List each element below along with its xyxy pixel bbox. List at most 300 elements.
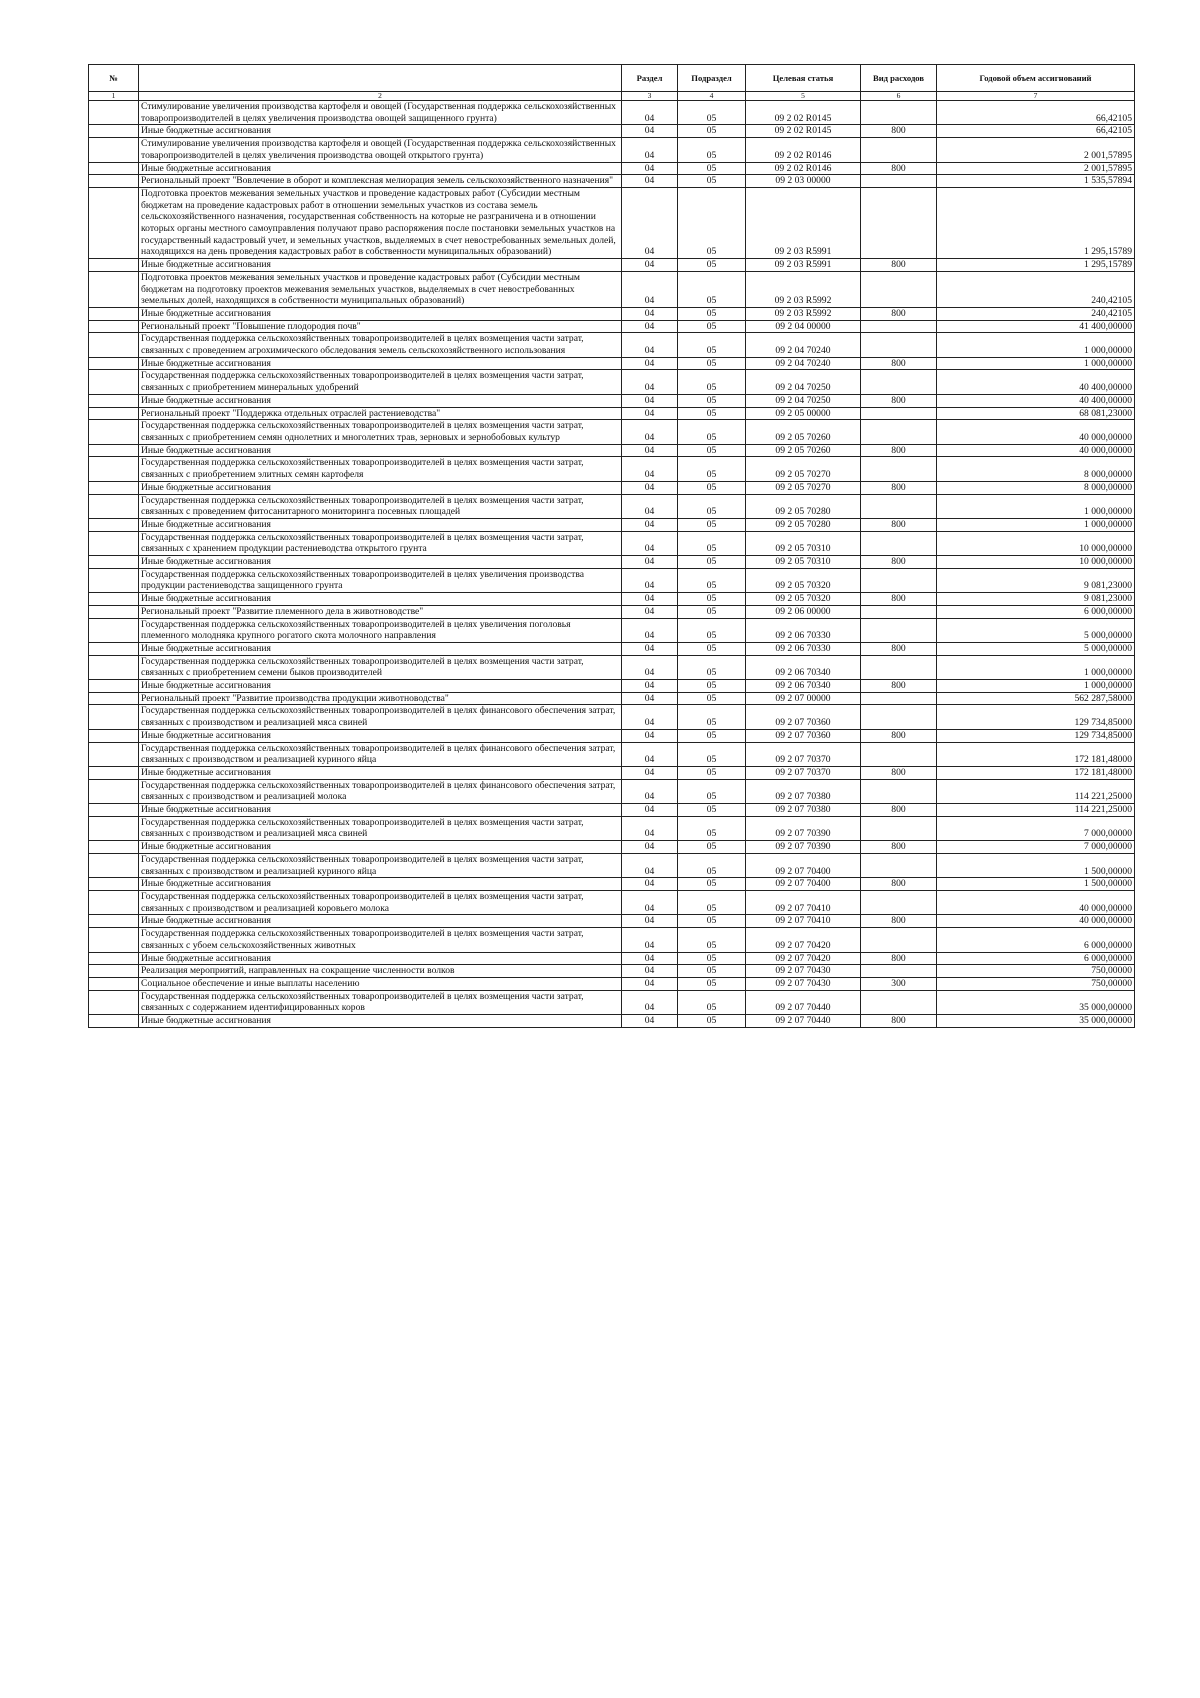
podrazdel-cell: 05	[678, 531, 746, 555]
expense-type-cell: 800	[861, 729, 937, 742]
target-article-cell: 09 2 05 70320	[746, 568, 861, 592]
table-row	[89, 705, 1135, 729]
expense-type-cell	[861, 271, 937, 307]
razdel-cell: 04	[622, 766, 678, 779]
razdel-cell: 04	[622, 1015, 678, 1028]
amount-cell: 66,42105	[937, 101, 1135, 125]
razdel-cell: 04	[622, 518, 678, 531]
podrazdel-cell: 05	[678, 271, 746, 307]
amount-cell: 114 221,25000	[937, 779, 1135, 803]
name-cell: Иные бюджетные ассигнования	[139, 444, 622, 457]
name-cell: Государственная поддержка сельскохозяйственных товаропроизводителей в целях возмещения части затрат, связанных с производством и реализацией коровьего молока	[139, 891, 622, 915]
razdel-cell: 04	[622, 407, 678, 420]
razdel-cell: 04	[622, 271, 678, 307]
podrazdel-cell: 05	[678, 125, 746, 138]
amount-cell: 41 400,00000	[937, 320, 1135, 333]
razdel-cell: 04	[622, 531, 678, 555]
table-row	[89, 444, 1135, 457]
razdel-cell: 04	[622, 125, 678, 138]
table-row	[89, 568, 1135, 592]
amount-cell: 40 000,00000	[937, 915, 1135, 928]
podrazdel-cell: 05	[678, 766, 746, 779]
amount-cell: 1 000,00000	[937, 357, 1135, 370]
podrazdel-cell: 05	[678, 259, 746, 272]
podrazdel-cell: 05	[678, 705, 746, 729]
name-cell: Региональный проект "Развитие племенного дела в животноводстве"	[139, 605, 622, 618]
podrazdel-cell: 05	[678, 655, 746, 679]
name-cell: Реализация мероприятий, направленных на сокращение численности волков	[139, 965, 622, 978]
target-article-cell: 09 2 06 70330	[746, 618, 861, 642]
name-cell: Иные бюджетные ассигнования	[139, 125, 622, 138]
podrazdel-cell: 05	[678, 320, 746, 333]
podrazdel-cell: 05	[678, 618, 746, 642]
table-row	[89, 138, 1135, 162]
target-article-cell: 09 2 04 70250	[746, 370, 861, 394]
row-number-cell	[89, 187, 139, 258]
name-cell: Социальное обеспечение и иные выплаты населению	[139, 977, 622, 990]
name-cell: Государственная поддержка сельскохозяйственных товаропроизводителей в целях возмещения части затрат, связанных с производством и реализацией куриного яйца	[139, 853, 622, 877]
amount-cell: 10 000,00000	[937, 556, 1135, 569]
razdel-cell: 04	[622, 618, 678, 642]
row-number-cell	[89, 531, 139, 555]
name-cell: Государственная поддержка сельскохозяйственных товаропроизводителей в целях возмещения части затрат, связанных с приобретением семени быков производителей	[139, 655, 622, 679]
target-article-cell: 09 2 06 70330	[746, 642, 861, 655]
expense-type-cell: 800	[861, 915, 937, 928]
amount-cell: 7 000,00000	[937, 816, 1135, 840]
budget-table	[88, 64, 1135, 1028]
table-row	[89, 965, 1135, 978]
header-annual-amount: Годовой объем ассигнований	[937, 65, 1135, 92]
amount-cell: 40 400,00000	[937, 394, 1135, 407]
podrazdel-cell: 05	[678, 853, 746, 877]
podrazdel-cell: 05	[678, 407, 746, 420]
row-number-cell	[89, 259, 139, 272]
column-number: 7	[937, 92, 1135, 101]
name-cell: Государственная поддержка сельскохозяйственных товаропроизводителей в целях возмещения части затрат, связанных с проведением агрохимического обследования земель сельскохозяйственного использования	[139, 333, 622, 357]
name-cell: Региональный проект "Поддержка отдельных отраслей растениеводства"	[139, 407, 622, 420]
target-article-cell: 09 2 02 R0145	[746, 125, 861, 138]
name-cell: Государственная поддержка сельскохозяйственных товаропроизводителей в целях финансового обеспечения затрат, связанных с производством и реализацией куриного яйца	[139, 742, 622, 766]
razdel-cell: 04	[622, 444, 678, 457]
amount-cell: 68 081,23000	[937, 407, 1135, 420]
row-number-cell	[89, 680, 139, 693]
table-row	[89, 101, 1135, 125]
razdel-cell: 04	[622, 333, 678, 357]
column-number: 2	[139, 92, 622, 101]
amount-cell: 9 081,23000	[937, 593, 1135, 606]
expense-type-cell	[861, 494, 937, 518]
row-number-cell	[89, 742, 139, 766]
table-row	[89, 420, 1135, 444]
amount-cell: 40 000,00000	[937, 891, 1135, 915]
expense-type-cell	[861, 568, 937, 592]
razdel-cell: 04	[622, 655, 678, 679]
table-row	[89, 642, 1135, 655]
amount-cell: 240,42105	[937, 271, 1135, 307]
razdel-cell: 04	[622, 952, 678, 965]
table-row	[89, 692, 1135, 705]
target-article-cell: 09 2 07 70410	[746, 891, 861, 915]
name-cell: Государственная поддержка сельскохозяйственных товаропроизводителей в целях увеличения поголовья племенного молодняка крупного рогатого скота молочного направления	[139, 618, 622, 642]
name-cell: Иные бюджетные ассигнования	[139, 915, 622, 928]
header-razdel: Раздел	[622, 65, 678, 92]
expense-type-cell	[861, 853, 937, 877]
amount-cell: 7 000,00000	[937, 841, 1135, 854]
table-row	[89, 370, 1135, 394]
table-row	[89, 518, 1135, 531]
name-cell: Иные бюджетные ассигнования	[139, 259, 622, 272]
row-number-cell	[89, 928, 139, 952]
razdel-cell: 04	[622, 928, 678, 952]
row-number-cell	[89, 977, 139, 990]
row-number-cell	[89, 444, 139, 457]
razdel-cell: 04	[622, 420, 678, 444]
razdel-cell: 04	[622, 187, 678, 258]
table-row	[89, 618, 1135, 642]
target-article-cell: 09 2 06 70340	[746, 655, 861, 679]
podrazdel-cell: 05	[678, 494, 746, 518]
row-number-cell	[89, 457, 139, 481]
amount-cell: 1 000,00000	[937, 655, 1135, 679]
podrazdel-cell: 05	[678, 457, 746, 481]
row-number-cell	[89, 394, 139, 407]
table-row	[89, 878, 1135, 891]
amount-cell: 1 535,57894	[937, 175, 1135, 188]
target-article-cell: 09 2 07 70390	[746, 841, 861, 854]
expense-type-cell: 800	[861, 481, 937, 494]
razdel-cell: 04	[622, 357, 678, 370]
name-cell: Стимулирование увеличения производства картофеля и овощей (Государственная поддержка сельскохозяйственных товаропроизводителей в целях увеличения производства овощей защищенного грунта)	[139, 101, 622, 125]
table-row	[89, 915, 1135, 928]
razdel-cell: 04	[622, 841, 678, 854]
expense-type-cell: 800	[861, 766, 937, 779]
name-cell: Иные бюджетные ассигнования	[139, 556, 622, 569]
table-row	[89, 729, 1135, 742]
table-row	[89, 357, 1135, 370]
expense-type-cell: 300	[861, 977, 937, 990]
target-article-cell: 09 2 05 70310	[746, 531, 861, 555]
expense-type-cell: 800	[861, 593, 937, 606]
expense-type-cell	[861, 692, 937, 705]
expense-type-cell	[861, 420, 937, 444]
row-number-cell	[89, 605, 139, 618]
column-number: 1	[89, 92, 139, 101]
target-article-cell: 09 2 07 70420	[746, 928, 861, 952]
razdel-cell: 04	[622, 977, 678, 990]
table-row	[89, 556, 1135, 569]
table-row	[89, 816, 1135, 840]
expense-type-cell	[861, 175, 937, 188]
expense-type-cell: 800	[861, 952, 937, 965]
target-article-cell: 09 2 07 70400	[746, 853, 861, 877]
podrazdel-cell: 05	[678, 779, 746, 803]
name-cell: Иные бюджетные ассигнования	[139, 593, 622, 606]
amount-cell: 129 734,85000	[937, 729, 1135, 742]
row-number-cell	[89, 138, 139, 162]
name-cell: Иные бюджетные ассигнования	[139, 394, 622, 407]
expense-type-cell	[861, 705, 937, 729]
target-article-cell: 09 2 02 R0146	[746, 138, 861, 162]
name-cell: Государственная поддержка сельскохозяйственных товаропроизводителей в целях возмещения части затрат, связанных с хранением продукции растениеводства открытого грунта	[139, 531, 622, 555]
amount-cell: 5 000,00000	[937, 642, 1135, 655]
amount-cell: 35 000,00000	[937, 1015, 1135, 1028]
amount-cell: 40 400,00000	[937, 370, 1135, 394]
target-article-cell: 09 2 07 70380	[746, 804, 861, 817]
target-article-cell: 09 2 07 70390	[746, 816, 861, 840]
row-number-cell	[89, 494, 139, 518]
podrazdel-cell: 05	[678, 394, 746, 407]
table-row	[89, 307, 1135, 320]
name-cell: Государственная поддержка сельскохозяйственных товаропроизводителей в целях возмещения части затрат, связанных с убоем сельскохозяйственных животных	[139, 928, 622, 952]
name-cell: Иные бюджетные ассигнования	[139, 729, 622, 742]
target-article-cell: 09 2 07 70360	[746, 729, 861, 742]
podrazdel-cell: 05	[678, 518, 746, 531]
table-row	[89, 977, 1135, 990]
expense-type-cell: 800	[861, 841, 937, 854]
table-row	[89, 680, 1135, 693]
table-row	[89, 394, 1135, 407]
expense-type-cell: 800	[861, 518, 937, 531]
row-number-cell	[89, 779, 139, 803]
row-number-cell	[89, 853, 139, 877]
row-number-cell	[89, 370, 139, 394]
target-article-cell: 09 2 04 00000	[746, 320, 861, 333]
expense-type-cell	[861, 990, 937, 1014]
name-cell: Региональный проект "Повышение плодородия почв"	[139, 320, 622, 333]
expense-type-cell	[861, 457, 937, 481]
expense-type-cell: 800	[861, 307, 937, 320]
expense-type-cell: 800	[861, 642, 937, 655]
name-cell: Государственная поддержка сельскохозяйственных товаропроизводителей в целях финансового обеспечения затрат, связанных с производством и реализацией молока	[139, 779, 622, 803]
target-article-cell: 09 2 07 70440	[746, 1015, 861, 1028]
name-cell: Иные бюджетные ассигнования	[139, 952, 622, 965]
row-number-cell	[89, 420, 139, 444]
target-article-cell: 09 2 07 70380	[746, 779, 861, 803]
amount-cell: 1 000,00000	[937, 494, 1135, 518]
amount-cell: 9 081,23000	[937, 568, 1135, 592]
row-number-cell	[89, 307, 139, 320]
name-cell: Иные бюджетные ассигнования	[139, 841, 622, 854]
expense-type-cell: 800	[861, 162, 937, 175]
row-number-cell	[89, 333, 139, 357]
name-cell: Иные бюджетные ассигнования	[139, 481, 622, 494]
header-target-article: Целевая статья	[746, 65, 861, 92]
row-number-cell	[89, 481, 139, 494]
amount-cell: 2 001,57895	[937, 138, 1135, 162]
razdel-cell: 04	[622, 878, 678, 891]
podrazdel-cell: 05	[678, 642, 746, 655]
target-article-cell: 09 2 07 70360	[746, 705, 861, 729]
name-cell: Подготовка проектов межевания земельных участков и проведение кадастровых работ (Субсидии местным бюджетам на подготовку проектов межевания земельных участков, выделяемых в счет невостребованных земельных долей, находящихся в собственности муниципальных образований)	[139, 271, 622, 307]
row-number-cell	[89, 101, 139, 125]
amount-cell: 6 000,00000	[937, 605, 1135, 618]
expense-type-cell	[861, 101, 937, 125]
razdel-cell: 04	[622, 891, 678, 915]
amount-cell: 2 001,57895	[937, 162, 1135, 175]
podrazdel-cell: 05	[678, 891, 746, 915]
podrazdel-cell: 05	[678, 175, 746, 188]
name-cell: Иные бюджетные ассигнования	[139, 804, 622, 817]
row-number-cell	[89, 705, 139, 729]
name-cell: Иные бюджетные ассигнования	[139, 878, 622, 891]
table-row	[89, 481, 1135, 494]
table-row	[89, 804, 1135, 817]
podrazdel-cell: 05	[678, 333, 746, 357]
razdel-cell: 04	[622, 742, 678, 766]
table-row	[89, 841, 1135, 854]
column-number: 6	[861, 92, 937, 101]
razdel-cell: 04	[622, 816, 678, 840]
amount-cell: 40 000,00000	[937, 420, 1135, 444]
expense-type-cell: 800	[861, 394, 937, 407]
table-header	[89, 65, 1135, 101]
name-cell: Государственная поддержка сельскохозяйственных товаропроизводителей в целях возмещения части затрат, связанных с проведением фитосанитарного мониторинга посевных площадей	[139, 494, 622, 518]
expense-type-cell: 800	[861, 357, 937, 370]
target-article-cell: 09 2 07 70370	[746, 742, 861, 766]
amount-cell: 40 000,00000	[937, 444, 1135, 457]
table-row	[89, 1015, 1135, 1028]
name-cell: Государственная поддержка сельскохозяйственных товаропроизводителей в целях финансового обеспечения затрат, связанных с производством и реализацией мяса свиней	[139, 705, 622, 729]
name-cell: Региональный проект "Вовлечение в оборот и комплексная мелиорация земель сельскохозяйственного назначения"	[139, 175, 622, 188]
table-row	[89, 125, 1135, 138]
podrazdel-cell: 05	[678, 990, 746, 1014]
table-row	[89, 320, 1135, 333]
name-cell: Государственная поддержка сельскохозяйственных товаропроизводителей в целях возмещения части затрат, связанных с приобретением элитных семян картофеля	[139, 457, 622, 481]
razdel-cell: 04	[622, 593, 678, 606]
expense-type-cell	[861, 618, 937, 642]
razdel-cell: 04	[622, 853, 678, 877]
razdel-cell: 04	[622, 138, 678, 162]
amount-cell: 114 221,25000	[937, 804, 1135, 817]
target-article-cell: 09 2 07 70370	[746, 766, 861, 779]
target-article-cell: 09 2 04 70240	[746, 357, 861, 370]
name-cell: Иные бюджетные ассигнования	[139, 766, 622, 779]
target-article-cell: 09 2 02 R0146	[746, 162, 861, 175]
amount-cell: 1 295,15789	[937, 259, 1135, 272]
amount-cell: 172 181,48000	[937, 742, 1135, 766]
name-cell: Иные бюджетные ассигнования	[139, 518, 622, 531]
target-article-cell: 09 2 07 70420	[746, 952, 861, 965]
amount-cell: 172 181,48000	[937, 766, 1135, 779]
table-row	[89, 766, 1135, 779]
table-row	[89, 271, 1135, 307]
razdel-cell: 04	[622, 729, 678, 742]
expense-type-cell	[861, 965, 937, 978]
target-article-cell: 09 2 07 70440	[746, 990, 861, 1014]
amount-cell: 66,42105	[937, 125, 1135, 138]
razdel-cell: 04	[622, 494, 678, 518]
column-number: 4	[678, 92, 746, 101]
razdel-cell: 04	[622, 692, 678, 705]
expense-type-cell: 800	[861, 878, 937, 891]
amount-cell: 1 500,00000	[937, 853, 1135, 877]
table-row	[89, 779, 1135, 803]
podrazdel-cell: 05	[678, 692, 746, 705]
name-cell: Подготовка проектов межевания земельных участков и проведение кадастровых работ (Субсидии местным бюджетам на проведение кадастровых работ в отношении земельных участков из состава земель сельскохозяйственного назначения, государственная собственность на которые не разграничена и в отношении которых органы местного самоуправления получают право распоряжения после постановки земельных участков на государственный кадастровый учет, и земельных участков, выделяемых в счет невостребованных земельных долей, находящихся на день проведения кадастровых работ в собственности муниципальных образований)	[139, 187, 622, 258]
podrazdel-cell: 05	[678, 187, 746, 258]
header-podrazdel: Подраздел	[678, 65, 746, 92]
row-number-cell	[89, 642, 139, 655]
expense-type-cell: 800	[861, 804, 937, 817]
expense-type-cell	[861, 370, 937, 394]
name-cell: Иные бюджетные ассигнования	[139, 357, 622, 370]
row-number-cell	[89, 568, 139, 592]
amount-cell: 5 000,00000	[937, 618, 1135, 642]
expense-type-cell	[861, 333, 937, 357]
row-number-cell	[89, 125, 139, 138]
name-cell: Государственная поддержка сельскохозяйственных товаропроизводителей в целях возмещения части затрат, связанных с содержанием идентифицированных коров	[139, 990, 622, 1014]
razdel-cell: 04	[622, 394, 678, 407]
podrazdel-cell: 05	[678, 568, 746, 592]
podrazdel-cell: 05	[678, 307, 746, 320]
row-number-cell	[89, 766, 139, 779]
row-number-cell	[89, 952, 139, 965]
name-cell: Государственная поддержка сельскохозяйственных товаропроизводителей в целях возмещения части затрат, связанных с приобретением семян однолетних и многолетних трав, зерновых и зернобобовых культур	[139, 420, 622, 444]
amount-cell: 562 287,58000	[937, 692, 1135, 705]
amount-cell: 6 000,00000	[937, 952, 1135, 965]
podrazdel-cell: 05	[678, 357, 746, 370]
podrazdel-cell: 05	[678, 605, 746, 618]
amount-cell: 750,00000	[937, 965, 1135, 978]
column-numbers-row	[89, 92, 1135, 101]
name-cell: Государственная поддержка сельскохозяйственных товаропроизводителей в целях возмещения части затрат, связанных с приобретением минеральных удобрений	[139, 370, 622, 394]
table-row	[89, 531, 1135, 555]
row-number-cell	[89, 655, 139, 679]
razdel-cell: 04	[622, 605, 678, 618]
expense-type-cell	[861, 320, 937, 333]
amount-cell: 1 295,15789	[937, 187, 1135, 258]
podrazdel-cell: 05	[678, 481, 746, 494]
header-expense-type: Вид расходов	[861, 65, 937, 92]
table-row	[89, 494, 1135, 518]
row-number-cell	[89, 357, 139, 370]
razdel-cell: 04	[622, 481, 678, 494]
table-row	[89, 162, 1135, 175]
podrazdel-cell: 05	[678, 841, 746, 854]
podrazdel-cell: 05	[678, 138, 746, 162]
target-article-cell: 09 2 07 70410	[746, 915, 861, 928]
razdel-cell: 04	[622, 804, 678, 817]
table-row	[89, 952, 1135, 965]
row-number-cell	[89, 593, 139, 606]
target-article-cell: 09 2 07 70430	[746, 977, 861, 990]
row-number-cell	[89, 816, 139, 840]
target-article-cell: 09 2 03 R5992	[746, 271, 861, 307]
row-number-cell	[89, 556, 139, 569]
expense-type-cell	[861, 138, 937, 162]
target-article-cell: 09 2 04 70250	[746, 394, 861, 407]
name-cell: Иные бюджетные ассигнования	[139, 1015, 622, 1028]
expense-type-cell	[861, 928, 937, 952]
podrazdel-cell: 05	[678, 878, 746, 891]
row-number-cell	[89, 271, 139, 307]
row-number-cell	[89, 407, 139, 420]
expense-type-cell	[861, 779, 937, 803]
target-article-cell: 09 2 03 R5991	[746, 187, 861, 258]
header-no: №	[89, 65, 139, 92]
table-row	[89, 891, 1135, 915]
target-article-cell: 09 2 06 70340	[746, 680, 861, 693]
target-article-cell: 09 2 05 70320	[746, 593, 861, 606]
target-article-cell: 09 2 05 70310	[746, 556, 861, 569]
podrazdel-cell: 05	[678, 977, 746, 990]
row-number-cell	[89, 162, 139, 175]
podrazdel-cell: 05	[678, 915, 746, 928]
row-number-cell	[89, 915, 139, 928]
podrazdel-cell: 05	[678, 804, 746, 817]
table-row	[89, 175, 1135, 188]
table-row	[89, 187, 1135, 258]
